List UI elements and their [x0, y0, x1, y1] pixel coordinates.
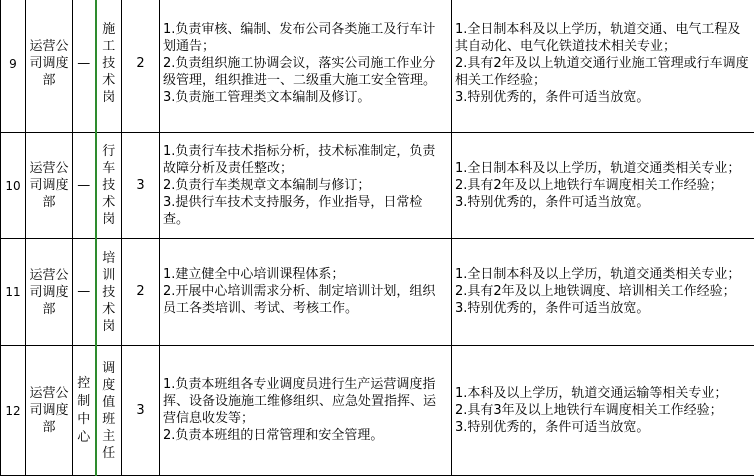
requirement-item: 1.本科及以上学历，轨道交通运输等相关专业； [455, 385, 751, 402]
requirements-cell [452, 346, 754, 476]
row-number: 12 [1, 346, 26, 476]
requirement-item: 3.特别优秀的，条件可适当放宽。 [455, 194, 751, 211]
headcount-cell: 2 [122, 239, 160, 346]
requirement-item: 2.具有3年及以上地铁行车调度相关工作经验； [455, 402, 751, 419]
requirements-cell [452, 0, 754, 133]
unit-cell: 运营公司调度部 [26, 346, 73, 476]
table-row [1, 133, 754, 239]
requirements-cell [452, 239, 754, 346]
duty-item: 1.负责审核、编制、发布公司各类施工及行车计划通告； [163, 21, 448, 55]
requirement-item: 3.特别优秀的，条件可适当放宽。 [455, 89, 751, 106]
unit-cell: 运营公司调度部 [26, 133, 73, 239]
unit-cell: 运营公司调度部 [26, 239, 73, 346]
post-name-cell: 调度值班主任 [96, 346, 122, 476]
table-row [1, 346, 754, 476]
duty-item: 3.负责施工管理类文本编制及修订。 [163, 89, 448, 106]
duty-item: 1.负责行车技术指标分析，技术标准制定，负责故障分析及责任整改； [163, 143, 448, 177]
table-row [1, 239, 754, 346]
duty-item: 2.负责组织施工协调会议，落实公司施工作业分级管理，组织推进一、二级重大施工安全管理。 [163, 55, 448, 89]
duties-cell [160, 346, 452, 476]
post-name-cell: 行车技术岗 [96, 133, 122, 239]
requirement-item: 3.特别优秀的，条件可适当放宽。 [455, 419, 751, 436]
requirement-item: 1.全日制本科及以上学历，轨道交通、电气工程及其自动化、电气化铁道技术相关专业； [455, 21, 751, 55]
requirement-item: 2.具有2年及以上轨道交通行业施工管理或行车调度相关工作经验； [455, 55, 751, 89]
table-row [1, 0, 754, 133]
duties-cell [160, 133, 452, 239]
duty-item: 2.负责行车类规章文本编制与修订； [163, 177, 448, 194]
duty-item: 1.负责本班组各专业调度员进行生产运营调度指挥、设备设施施工维修组织、应急处置指挥、运营信息收发等； [163, 376, 448, 427]
requirement-item: 2.具有2年及以上地铁行车调度相关工作经验； [455, 177, 751, 194]
duty-item: 2.开展中心培训需求分析、制定培训计划，组织员工各类培训、考试、考核工作。 [163, 283, 448, 317]
requirements-cell [452, 133, 754, 239]
duty-item: 2.负责本班组的日常管理和安全管理。 [163, 427, 448, 444]
requirement-item: 3.特别优秀的，条件可适当放宽。 [455, 300, 751, 317]
department-cell: — [73, 0, 96, 133]
row-number: 9 [1, 0, 26, 133]
headcount-cell: 3 [122, 133, 160, 239]
requirement-item: 1.全日制本科及以上学历，轨道交通类相关专业； [455, 160, 751, 177]
department-cell: 控制中心 [73, 346, 96, 476]
duty-item: 1.建立健全中心培训课程体系； [163, 266, 448, 283]
duty-item: 3.提供行车技术支持服务，作业指导，日常检查。 [163, 194, 448, 228]
department-cell: — [73, 239, 96, 346]
unit-cell: 运营公司调度部 [26, 0, 73, 133]
duties-cell [160, 239, 452, 346]
post-name-cell: 培训技术岗 [96, 239, 122, 346]
post-name-cell: 施工技术岗 [96, 0, 122, 133]
requirement-item: 2.具有2年及以上地铁调度、培训相关工作经验； [455, 283, 751, 300]
headcount-cell: 2 [122, 0, 160, 133]
requirement-item: 1.全日制本科及以上学历，轨道交通类相关专业； [455, 266, 751, 283]
row-number: 11 [1, 239, 26, 346]
row-number: 10 [1, 133, 26, 239]
headcount-cell: 3 [122, 346, 160, 476]
duties-cell [160, 0, 452, 133]
department-cell: — [73, 133, 96, 239]
